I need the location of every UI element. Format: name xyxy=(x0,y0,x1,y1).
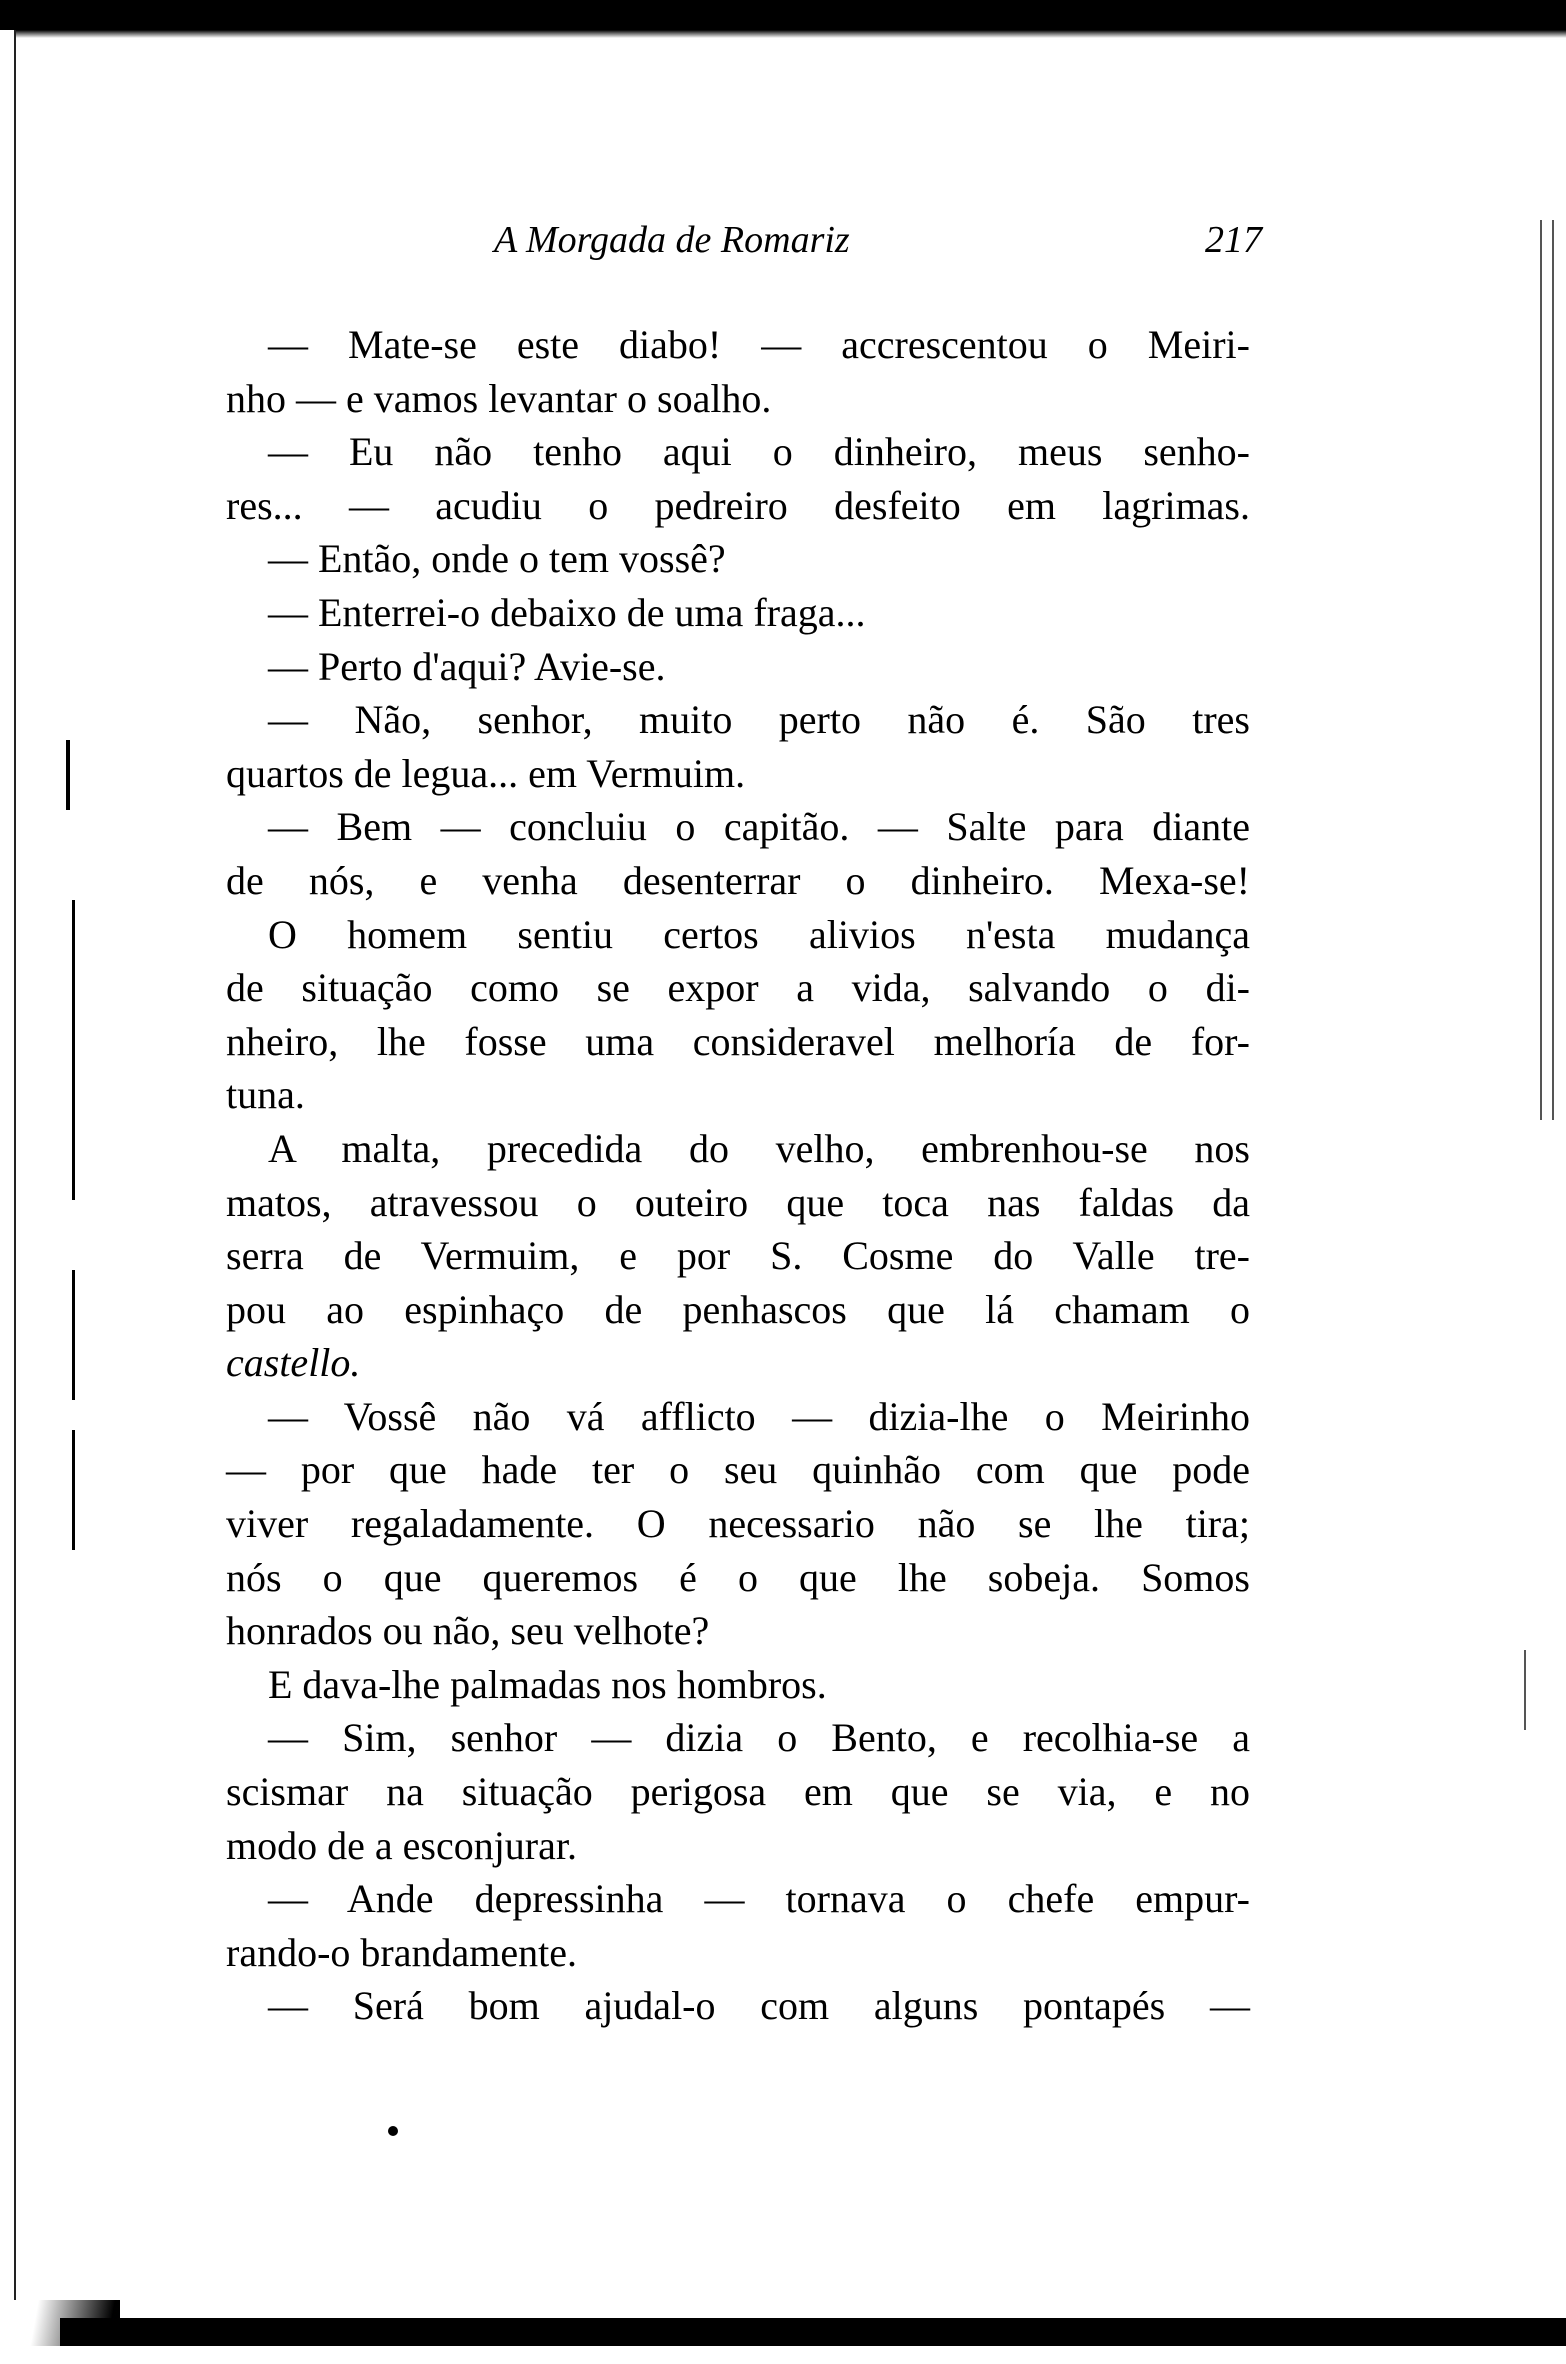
scan-mark xyxy=(72,1270,75,1400)
text-line: O homem sentiu certos alivios n'esta mudança xyxy=(268,911,1250,957)
text-line: scismar na situação perigosa em que se via, e no xyxy=(226,1769,1250,1815)
scan-mark xyxy=(1540,220,1542,1120)
text-line: — por que hade ter o seu quinhão com que pode xyxy=(226,1447,1250,1493)
scan-bottom-edge xyxy=(60,2318,1566,2346)
text-line: A malta, precedida do velho, embrenhou-se nos xyxy=(268,1125,1250,1171)
scan-mark xyxy=(72,1430,75,1550)
text-line: de situação como se expor a vida, salvando o di- xyxy=(226,965,1250,1011)
text-line: tuna. xyxy=(226,1072,305,1118)
text-line: honrados ou não, seu velhote? xyxy=(226,1608,710,1654)
text-line: modo de a esconjurar. xyxy=(226,1822,577,1868)
text-line: castello. xyxy=(226,1340,361,1386)
text-line: E dava-lhe palmadas nos hombros. xyxy=(268,1661,827,1707)
scan-mark xyxy=(1524,1650,1526,1730)
text-line: — Bem — concluiu o capitão. — Salte para diante xyxy=(268,804,1250,850)
text-line: — Enterrei-o debaixo de uma fraga... xyxy=(268,589,866,635)
running-header xyxy=(226,218,1262,268)
scan-mark xyxy=(66,740,70,810)
running-title: A Morgada de Romariz xyxy=(494,219,850,261)
text-line: — Mate-se este diabo! — accrescentou o Meiri- xyxy=(268,322,1250,367)
text-line: de nós, e venha desenterrar o dinheiro. Mexa-se! xyxy=(226,857,1250,903)
page-body-text xyxy=(226,318,1250,2033)
text-line: — Eu não tenho aqui o dinheiro, meus senho- xyxy=(268,429,1250,475)
text-line: matos, atravessou o outeiro que toca nas faldas da xyxy=(226,1179,1250,1225)
page-number: 217 xyxy=(1205,219,1262,261)
text-line: nheiro, lhe fosse uma consideravel melhoría de for- xyxy=(226,1018,1250,1064)
ink-speck xyxy=(388,2126,398,2136)
scan-top-edge xyxy=(0,0,1566,30)
text-line: — Será bom ajudal-o com alguns pontapés — xyxy=(268,1983,1250,2029)
scan-left-edge xyxy=(0,30,16,2320)
scan-top-shadow xyxy=(0,30,1566,38)
text-line: — Perto d'aqui? Avie-se. xyxy=(268,643,666,689)
text-line: nho — e vamos levantar o soalho. xyxy=(226,375,772,421)
text-line: — Não, senhor, muito perto não é. São tres xyxy=(268,697,1250,743)
scan-mark xyxy=(1552,220,1554,1120)
text-line: nós o que queremos é o que lhe sobeja. Somos xyxy=(226,1554,1250,1600)
text-line: — Sim, senhor — dizia o Bento, e recolhia-se a xyxy=(268,1715,1250,1761)
text-line: — Ande depressinha — tornava o chefe empur- xyxy=(268,1876,1250,1922)
scan-mark xyxy=(72,900,75,1200)
text-line: quartos de legua... em Vermuim. xyxy=(226,750,746,796)
text-line: rando-o brandamente. xyxy=(226,1929,577,1975)
text-line: — Vossê não vá afflicto — dizia-lhe o Meirinho xyxy=(268,1393,1250,1439)
text-line: — Então, onde o tem vossê? xyxy=(268,536,726,582)
text-line: viver regaladamente. O necessario não se lhe tira; xyxy=(226,1501,1250,1547)
text-line: res... — acudiu o pedreiro desfeito em lagrimas. xyxy=(226,482,1250,528)
text-line: serra de Vermuim, e por S. Cosme do Valle tre- xyxy=(226,1233,1250,1279)
text-line: pou ao espinhaço de penhascos que lá chamam o xyxy=(226,1286,1250,1332)
